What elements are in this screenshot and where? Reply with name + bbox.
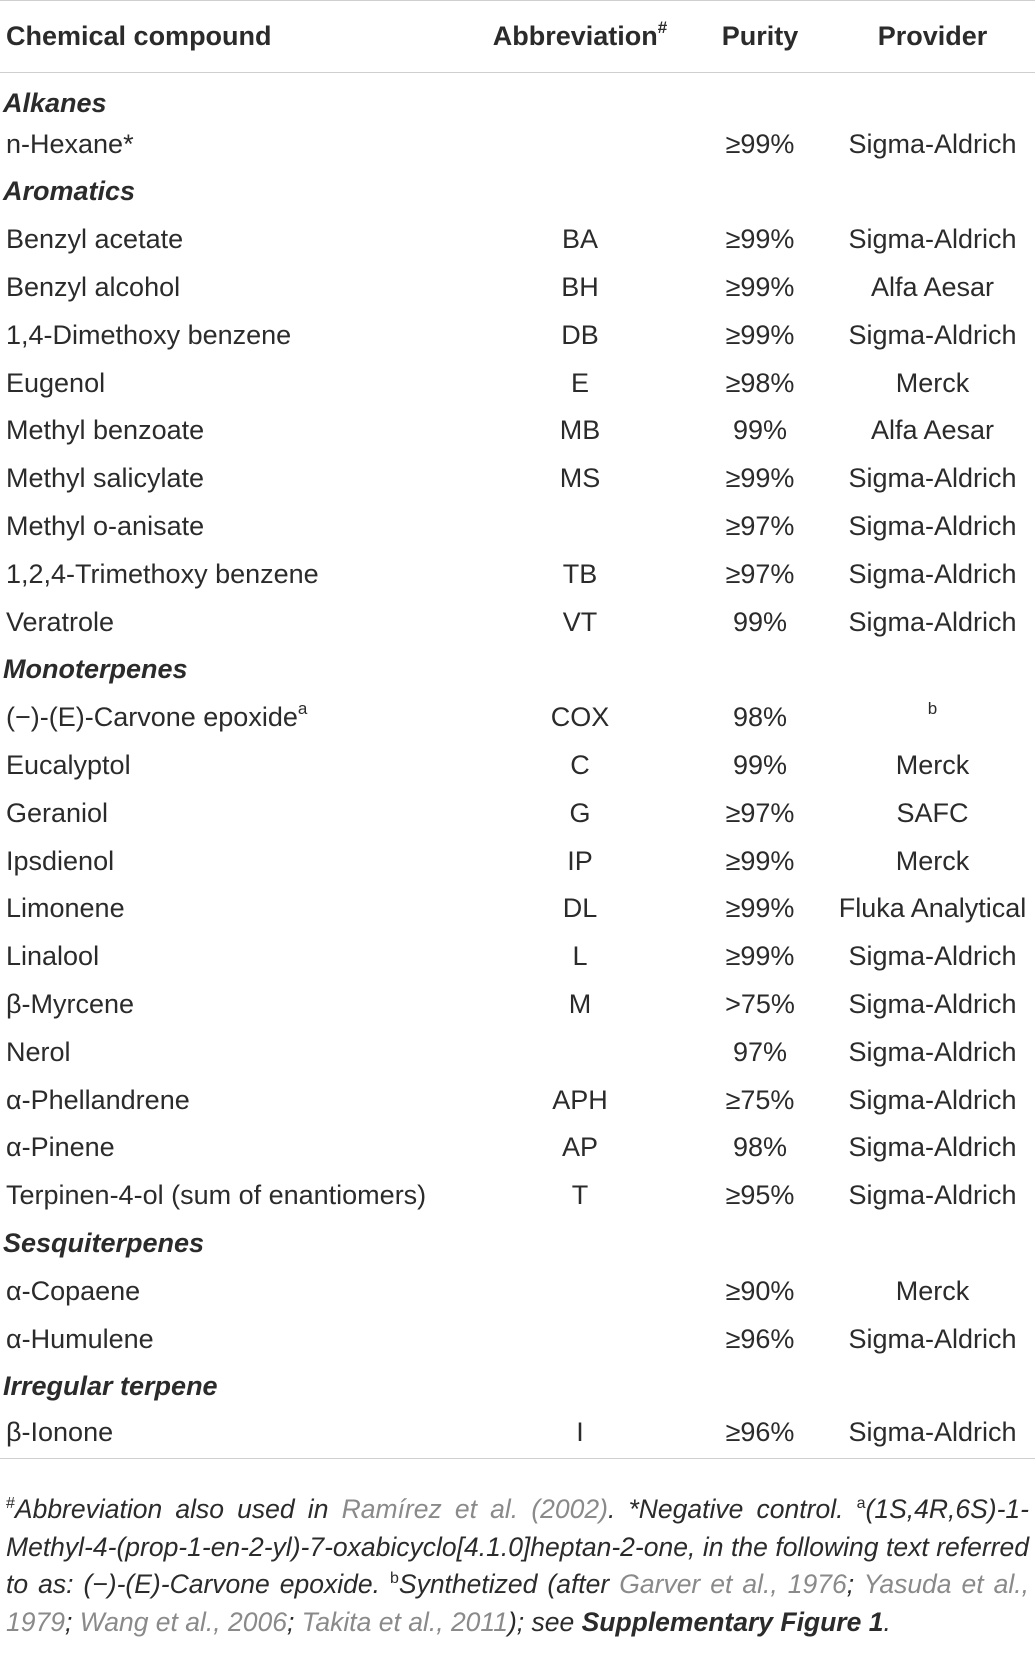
purity-cell: 99% xyxy=(732,750,788,781)
compound-name: n-Hexane* xyxy=(6,128,134,159)
provider-cell: Sigma-Aldrich xyxy=(848,606,1017,637)
footnote-sep-2: ; xyxy=(64,1606,80,1637)
provider-cell: Alfa Aesar xyxy=(870,415,995,446)
footnote-supplementary-link[interactable]: Supplementary Figure 1 xyxy=(581,1606,884,1637)
table-row xyxy=(0,742,1035,790)
purity-cell: 99% xyxy=(732,415,788,446)
provider-cell: Sigma-Aldrich xyxy=(848,319,1017,350)
purity-cell: ≥97% xyxy=(725,797,795,828)
abbreviation-cell xyxy=(470,503,690,551)
footnote-b: b xyxy=(389,1570,399,1587)
table-row xyxy=(0,550,1035,598)
table-row xyxy=(0,598,1035,646)
provider-cell: Fluka Analytical xyxy=(838,893,1027,924)
provider-cell: Alfa Aesar xyxy=(870,272,995,303)
compound-name: Linalool xyxy=(6,941,100,972)
provider-cell: Merck xyxy=(895,750,970,781)
footnote-text-2: . *Negative control. xyxy=(607,1494,857,1524)
footnote-ref-takita[interactable]: Takita et al., 2011 xyxy=(301,1606,508,1637)
purity-cell: ≥99% xyxy=(725,941,795,972)
table-row xyxy=(0,311,1035,359)
compound-name-cell xyxy=(0,981,470,1029)
abbreviation-cell xyxy=(470,1028,690,1076)
table-row xyxy=(0,264,1035,312)
abbreviation-cell: DL xyxy=(562,893,598,924)
abbreviation-cell: E xyxy=(570,367,589,398)
compound-name: Benzyl alcohol xyxy=(6,272,181,303)
purity-cell: ≥99% xyxy=(725,845,795,876)
table-row xyxy=(0,885,1035,933)
provider-cell: Sigma-Aldrich xyxy=(830,1411,1035,1459)
abbreviation-cell: G xyxy=(569,797,591,828)
footnote-sep-1: ; xyxy=(846,1569,864,1599)
header-abbreviation xyxy=(470,1,690,73)
table-row xyxy=(0,694,1035,742)
compound-name-cell xyxy=(0,1172,470,1220)
compound-name: Methyl o-anisate xyxy=(6,511,205,542)
footnote-ref-ramirez[interactable]: Ramírez et al. (2002) xyxy=(341,1494,608,1524)
compound-name: β-Myrcene xyxy=(6,989,135,1020)
purity-cell: ≥99% xyxy=(725,319,795,350)
header-provider: Provider xyxy=(830,1,1035,73)
provider-cell: Sigma-Aldrich xyxy=(848,463,1017,494)
compound-name-cell xyxy=(0,1028,470,1076)
compound-name-cell xyxy=(0,550,470,598)
compound-name-cell xyxy=(0,933,470,981)
compound-name-cell xyxy=(0,503,470,551)
compound-name: Eugenol xyxy=(6,367,106,398)
compound-name: (−)-(E)-Carvone epoxide xyxy=(6,702,298,733)
compound-name-cell xyxy=(0,359,470,407)
footnote-hash: # xyxy=(6,1495,15,1512)
purity-cell: 98% xyxy=(732,702,788,733)
abbreviation-cell: COX xyxy=(550,702,610,733)
purity-cell: 98% xyxy=(732,1132,788,1163)
purity-cell: >75% xyxy=(725,989,795,1020)
category-row xyxy=(0,646,1035,694)
abbreviation-cell: T xyxy=(571,1180,589,1211)
provider-sup: b xyxy=(927,699,938,719)
compound-name-cell xyxy=(0,120,470,168)
header-chemical-compound: Chemical compound xyxy=(0,1,470,73)
purity-cell: 97% xyxy=(732,1036,788,1067)
abbreviation-cell: I xyxy=(470,1411,690,1459)
compound-name-cell xyxy=(0,885,470,933)
abbreviation-cell: AP xyxy=(561,1132,599,1163)
header-abbreviation-sup: # xyxy=(657,18,668,37)
provider-cell: Merck xyxy=(895,845,970,876)
compound-name-cell xyxy=(0,455,470,503)
compound-name: Benzyl acetate xyxy=(6,224,184,255)
table-row xyxy=(0,216,1035,264)
abbreviation-cell: C xyxy=(570,750,590,781)
footnote-text-4: Synthetized (after xyxy=(398,1569,620,1599)
abbreviation-cell: L xyxy=(572,941,588,972)
compound-name-cell xyxy=(0,742,470,790)
purity-cell: ≥75% xyxy=(725,1084,795,1115)
footnote-ref-yasuda[interactable]: Yasuda et al., 1979 xyxy=(6,1569,1030,1637)
abbreviation-cell: MB xyxy=(559,415,601,446)
table-row xyxy=(0,359,1035,407)
category-row xyxy=(0,73,1035,121)
purity-cell: ≥95% xyxy=(725,1180,795,1211)
table-row xyxy=(0,1267,1035,1315)
abbreviation-cell: M xyxy=(568,989,592,1020)
provider-cell: Merck xyxy=(895,367,970,398)
abbreviation-cell xyxy=(470,1267,690,1315)
compound-name-cell xyxy=(0,1076,470,1124)
compound-name-cell xyxy=(0,598,470,646)
header-purity: Purity xyxy=(690,1,830,73)
footnote-text-1: Abbreviation also used in xyxy=(14,1494,342,1524)
compound-name: β-Ionone xyxy=(6,1416,114,1447)
abbreviation-cell: VT xyxy=(562,606,598,637)
purity-cell: ≥99% xyxy=(725,272,795,303)
provider-cell: Sigma-Aldrich xyxy=(848,511,1017,542)
purity-cell: ≥96% xyxy=(725,1323,795,1354)
compound-name: Geraniol xyxy=(6,797,109,828)
compound-name-cell xyxy=(0,694,470,742)
compound-name: Limonene xyxy=(6,893,125,924)
abbreviation-cell: IP xyxy=(567,845,593,876)
compound-name: Eucalyptol xyxy=(6,750,131,781)
header-row xyxy=(0,1,1035,73)
table-row xyxy=(0,407,1035,455)
purity-cell: ≥90% xyxy=(725,1275,795,1306)
purity-cell: ≥96% xyxy=(690,1411,830,1459)
provider-cell: Sigma-Aldrich xyxy=(848,1084,1017,1115)
compound-name-cell xyxy=(0,264,470,312)
table-row xyxy=(0,933,1035,981)
purity-cell: 99% xyxy=(732,606,788,637)
purity-cell: ≥97% xyxy=(725,558,795,589)
compound-name: Methyl salicylate xyxy=(6,463,205,494)
abbreviation-cell: MS xyxy=(559,463,601,494)
compound-name: α-Phellandrene xyxy=(6,1084,190,1115)
table-row xyxy=(0,1124,1035,1172)
purity-cell: ≥99% xyxy=(725,463,795,494)
purity-cell: ≥99% xyxy=(725,224,795,255)
table-row xyxy=(0,1172,1035,1220)
provider-cell: Sigma-Aldrich xyxy=(848,941,1017,972)
table-row xyxy=(0,1028,1035,1076)
purity-cell: ≥97% xyxy=(725,511,795,542)
table-body xyxy=(0,73,1035,1459)
footnote-text-3: (1S,4R,6S)-1-Methyl-4-(prop-1-en-2-yl)-7-oxabicyclo[4.1.0]heptan-2-one, in the following text referred to as: (−)-(E)-Carvone epoxide. xyxy=(6,1494,1029,1599)
category-label: Monoterpenes xyxy=(3,654,188,685)
purity-cell: ≥99% xyxy=(725,893,795,924)
abbreviation-cell xyxy=(470,1315,690,1363)
compound-name: α-Pinene xyxy=(6,1132,115,1163)
category-row xyxy=(0,168,1035,216)
provider-cell: Merck xyxy=(895,1275,970,1306)
compound-name: Terpinen-4-ol (sum of enantiomers) xyxy=(6,1180,427,1211)
compound-name-cell xyxy=(0,1267,470,1315)
footnote-ref-garver[interactable]: Garver et al., 1976 xyxy=(619,1569,847,1599)
provider-cell: Sigma-Aldrich xyxy=(848,558,1017,589)
table-row xyxy=(0,1076,1035,1124)
abbreviation-cell: BA xyxy=(561,224,599,255)
category-row xyxy=(0,1363,1035,1411)
footnote-text-6: . xyxy=(883,1606,891,1637)
category-label: Sesquiterpenes xyxy=(3,1228,205,1259)
compound-name-cell xyxy=(0,1411,470,1459)
provider-cell: Sigma-Aldrich xyxy=(848,1036,1017,1067)
compound-name-cell xyxy=(0,216,470,264)
table-row xyxy=(0,1411,1035,1459)
footnote-text-5: ); see xyxy=(507,1606,582,1637)
footnote-ref-wang[interactable]: Wang et al., 2006 xyxy=(79,1606,287,1637)
abbreviation-cell xyxy=(470,120,690,168)
abbreviation-cell: BH xyxy=(561,272,599,303)
provider-cell: Sigma-Aldrich xyxy=(848,1180,1017,1211)
header-abbreviation-label: Abbreviation xyxy=(492,21,658,51)
compound-name-cell xyxy=(0,1315,470,1363)
compound-name: 1,2,4-Trimethoxy benzene xyxy=(6,558,319,589)
provider-cell: Sigma-Aldrich xyxy=(848,1132,1017,1163)
table-row xyxy=(0,503,1035,551)
table-row xyxy=(0,120,1035,168)
compound-name: Veratrole xyxy=(6,606,115,637)
abbreviation-cell: TB xyxy=(562,558,598,589)
provider-cell: Sigma-Aldrich xyxy=(848,989,1017,1020)
table-row xyxy=(0,789,1035,837)
compound-name-cell xyxy=(0,837,470,885)
provider-cell: Sigma-Aldrich xyxy=(848,128,1017,159)
compound-name: Methyl benzoate xyxy=(6,415,205,446)
category-label: Aromatics xyxy=(3,176,136,207)
provider-cell: Sigma-Aldrich xyxy=(848,224,1017,255)
compound-name: Nerol xyxy=(6,1036,71,1067)
category-label: Alkanes xyxy=(3,88,107,119)
compound-name: α-Humulene xyxy=(6,1323,154,1354)
table-row xyxy=(0,837,1035,885)
compound-name: Ipsdienol xyxy=(6,845,115,876)
compound-name-cell xyxy=(0,1124,470,1172)
compound-name-cell xyxy=(0,789,470,837)
abbreviation-cell: APH xyxy=(552,1084,608,1115)
compound-name-cell xyxy=(0,407,470,455)
footnote-a: a xyxy=(856,1495,866,1512)
table-footnote xyxy=(6,1491,1029,1641)
table-row xyxy=(0,455,1035,503)
abbreviation-cell: DB xyxy=(561,319,599,350)
table-row xyxy=(0,981,1035,1029)
purity-cell: ≥98% xyxy=(725,367,795,398)
compound-name-cell xyxy=(0,311,470,359)
category-label: Irregular terpene xyxy=(3,1371,218,1402)
purity-cell: ≥99% xyxy=(725,128,795,159)
category-row xyxy=(0,1220,1035,1268)
table-row xyxy=(0,1315,1035,1363)
provider-cell: SAFC xyxy=(896,797,969,828)
provider-cell: Sigma-Aldrich xyxy=(848,1323,1017,1354)
compound-name: 1,4-Dimethoxy benzene xyxy=(6,319,292,350)
provider-cell xyxy=(830,694,1035,742)
compound-name-sup: a xyxy=(297,699,308,719)
compound-name: α-Copaene xyxy=(6,1275,141,1306)
footnote-sep-3: ; xyxy=(286,1606,302,1637)
